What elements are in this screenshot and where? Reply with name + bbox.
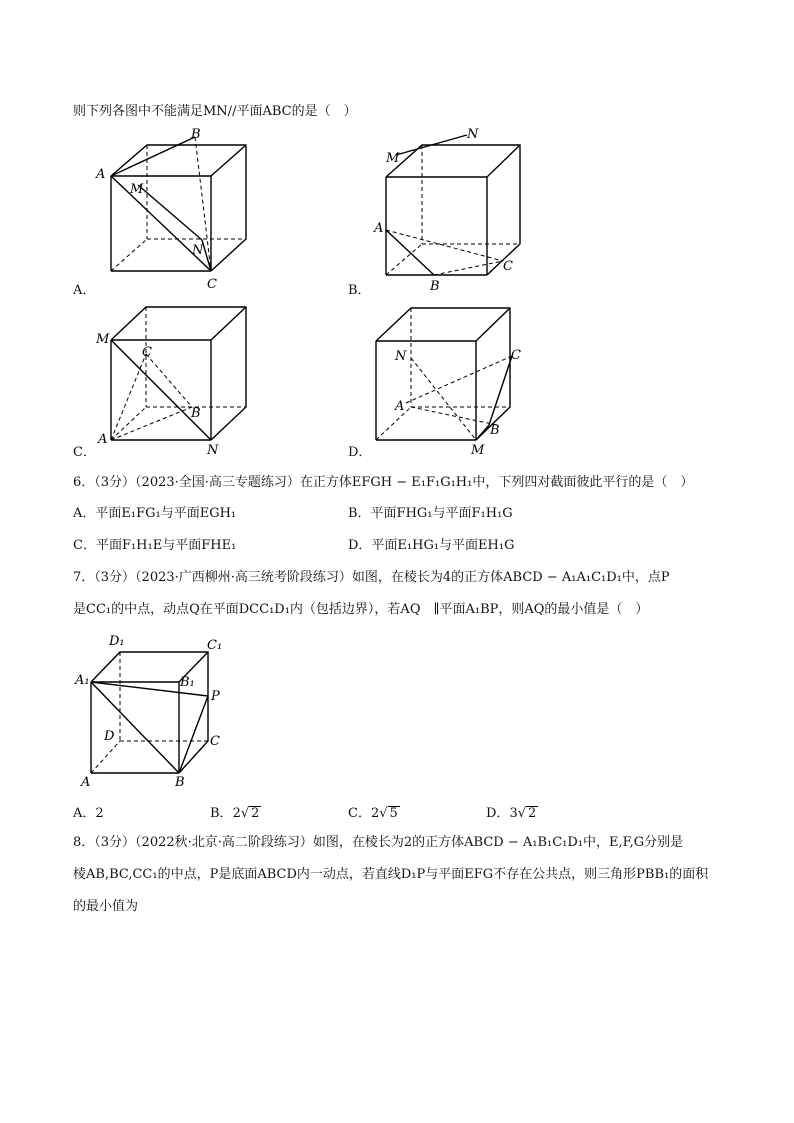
fig-c-label-N: N	[207, 443, 219, 458]
q7-option-d-label: D．	[486, 806, 510, 821]
q6-option-c: C．平面F₁H₁E与平面FHE₁	[73, 538, 237, 553]
fig-b-label-C: C	[503, 259, 513, 274]
q8-line3: 的最小值为	[73, 899, 139, 914]
q7-option-a-value: 2	[95, 806, 104, 821]
q7-label-C1: C₁	[207, 638, 223, 653]
q8-line1: 8．（3分）（2022秋·北京·高二阶段练习）如图，在棱长为2的正方体ABCD − A₁B₁C₁D₁中，E,F,G分别是	[73, 835, 684, 850]
fig-c-label-A: A	[98, 432, 108, 447]
q7-option-c-coef: 2	[370, 806, 380, 821]
intro-text: 则下列各图中不能满足MN//平面ABC的是（ ）	[73, 104, 357, 119]
q8-line2: 棱AB,BC,CC₁的中点，P是底面ABCD内一动点，若直线D₁P与平面EFG不存在公共点，则三角形PBB₁的面积	[73, 867, 709, 882]
q6-option-d: D．平面E₁HG₁与平面EH₁G	[348, 538, 515, 553]
q7-label-B: B	[175, 775, 185, 790]
q7-option-d-coef: 3	[509, 806, 518, 821]
figure-q7	[75, 630, 255, 790]
q7-option-d: D．3√ 2	[486, 806, 537, 821]
q6-option-b: B．平面FHG₁与平面F₁H₁G	[348, 506, 513, 521]
fig-d-label-B: B	[490, 423, 500, 438]
q6-stem: 6．（3分）（2023·全国·高三专题练习）在正方体EFGH − E₁F₁G₁H₁中，下列四对截面彼此平行的是（ ）	[73, 475, 694, 490]
q7-label-A1: A₁	[75, 673, 90, 688]
fig-c-option: C．	[73, 445, 96, 460]
fig-d-label-M: M	[471, 443, 485, 458]
fig-b-option: B．	[348, 283, 371, 298]
fig-d-label-N: N	[395, 349, 407, 364]
q7-option-b: B．2√ 2	[210, 806, 260, 821]
fig-a-label-M: M	[130, 182, 144, 197]
fig-c-label-C: C	[142, 345, 152, 360]
q6-option-a: A．平面E₁FG₁与平面EGH₁	[73, 506, 237, 521]
fig-a-label-N: N	[192, 243, 204, 258]
figure-c	[90, 300, 270, 460]
q7-label-A: A	[81, 775, 91, 790]
fig-a-label-B: B	[191, 127, 201, 142]
figure-d	[370, 300, 550, 460]
q7-label-C: C	[210, 734, 220, 749]
fig-a-label-A: A	[96, 167, 106, 182]
q7-option-c: C．2√ 5	[348, 806, 398, 821]
fig-b-label-A: A	[374, 221, 384, 236]
figure-b	[370, 125, 550, 300]
q7-option-a	[73, 802, 104, 821]
q7-option-a-label: A．	[73, 806, 96, 821]
figure-a	[90, 125, 270, 300]
q7-stem-line1: 7．（3分）（2023·广西柳州·高三统考阶段练习）如图，在棱长为4的正方体ABCD − A₁A₁C₁D₁中，点P	[73, 570, 670, 585]
fig-d-label-C: C	[511, 348, 521, 363]
fig-d-option: D．	[348, 445, 372, 460]
fig-a-option: A．	[73, 283, 96, 298]
fig-d-label-A: A	[395, 399, 405, 414]
q7-label-B1: B₁	[180, 675, 195, 690]
q7-option-d-radicand: 2	[528, 806, 537, 821]
fig-a-label-C: C	[207, 277, 217, 292]
fig-b-label-M: M	[386, 151, 400, 166]
q7-option-c-label: C．	[348, 806, 371, 821]
q7-stem-line2: 是CC₁的中点，动点Q在平面DCC₁D₁内（包括边界），若AQ ∥平面A₁BP，则AQ的最小值是（ ）	[73, 602, 649, 617]
q7-option-c-radicand: 5	[389, 806, 398, 821]
q7-option-b-coef: 2	[232, 806, 241, 821]
q7-option-b-radicand: 2	[251, 806, 260, 821]
fig-b-label-N: N	[467, 127, 479, 142]
q7-label-P: P	[211, 689, 220, 704]
fig-c-label-B: B	[191, 406, 201, 421]
q7-option-b-label: B．	[210, 806, 233, 821]
q7-label-D1: D₁	[109, 634, 125, 649]
q7-label-D: D	[104, 729, 115, 744]
fig-b-label-B: B	[430, 279, 440, 294]
fig-c-label-M: M	[96, 332, 110, 347]
